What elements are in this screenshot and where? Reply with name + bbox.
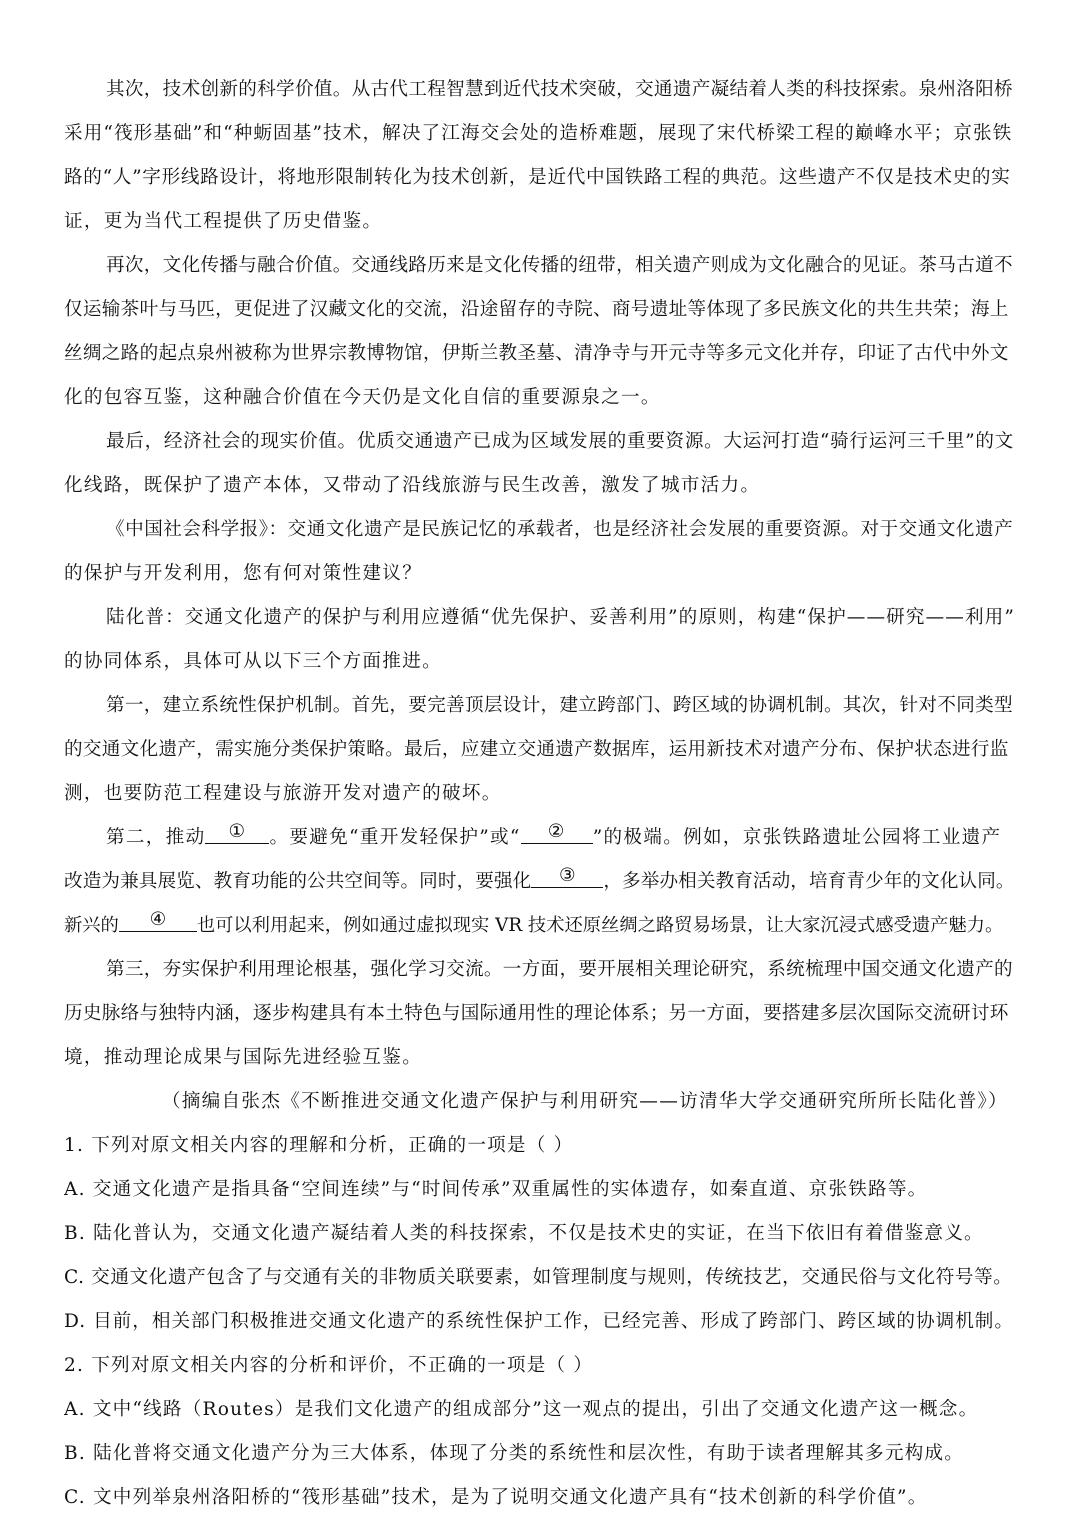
answer-option: A. 文中“线路（Routes）是我们文化遗产的组成部分”这一观点的提出，引出了交通文化遗产这一概念。 — [64, 1399, 979, 1420]
text-segment: ，多举办相关教育活动，培育青少年的文化认同。 — [603, 871, 1015, 892]
paragraph-third-line: 历史脉络与独特内涵，逐步构建具有本土特色与国际通用性的理论体系；另一方面，要搭建多层次国际交流研讨环 — [64, 1003, 1009, 1024]
paragraph-tech-line: 其次，技术创新的科学价值。从古代工程智慧到近代技术突破，交通遗产凝结着人类的科技探索。泉州洛阳桥 — [106, 79, 1013, 100]
paragraph-first-line: 第一，建立系统性保护机制。首先，要完善顶层设计，建立跨部门、跨区域的协调机制。其次，针对不同类型 — [106, 695, 1013, 716]
answer-option: C. 交通文化遗产包含了与交通有关的非物质关联要素，如管理制度与规则，传统技艺，交通民俗与文化符号等。 — [64, 1267, 1013, 1288]
text-segment: 。要避免“重开发轻保护”或“ — [269, 827, 521, 848]
paragraph-second-line — [64, 904, 1016, 948]
paragraph-culture-line: 丝绸之路的起点泉州被称为世界宗教博物馆，伊斯兰教圣墓、清净寺与开元寺等多元文化并存，印证了古代中外文 — [64, 343, 1009, 364]
paragraph-economy-line: 最后，经济社会的现实价值。优质交通遗产已成为区域发展的重要资源。大运河打造“骑行运河三千里”的文 — [106, 431, 1014, 452]
source-citation: （摘编自张杰《不断推进交通文化遗产保护与利用研究——访清华大学交通研究所所长陆化普》） — [161, 1091, 1008, 1112]
text-segment: 第二，推动 — [106, 827, 206, 848]
question-stem: 2. 下列对原文相关内容的分析和评价，不正确的一项是（ ） — [64, 1355, 594, 1376]
paragraph-third-line: 第三，夯实保护利用理论根基，强化学习交流。一方面，要开展相关理论研究，系统梳理中国交通文化遗产的 — [106, 959, 1013, 980]
interview-answer-line: 的协同体系，具体可从以下三个方面推进。 — [64, 651, 442, 672]
answer-option: B. 陆化普认为，交通文化遗产凝结着人类的科技探索，不仅是技术史的实证，在当下依旧有着借鉴意义。 — [64, 1223, 984, 1244]
paragraph-culture-line: 仅运输茶叶与马匹，更促进了汉藏文化的交流，沿途留存的寺院、商号遗址等体现了多民族文化的共生共荣；海上 — [64, 299, 1009, 320]
interview-answer-line: 陆化普：交通文化遗产的保护与利用应遵循“优先保护、妥善利用”的原则，构建“保护——研究——利用” — [106, 607, 1015, 628]
text-segment: 改造为兼具展览、教育功能的公共空间等。同时，要强化 — [64, 871, 532, 892]
text-segment: 新兴的 — [64, 915, 119, 936]
paragraph-culture-line: 化的包容互鉴，这种融合价值在今天仍是文化自信的重要源泉之一。 — [64, 387, 661, 408]
answer-option: B. 陆化普将交通文化遗产分为三大体系，体现了分类的系统性和层次性，有助于读者理解其多元构成。 — [64, 1443, 965, 1464]
fill-blank-2: ② — [521, 821, 593, 844]
text-segment: 也可以利用起来，例如通过虚拟现实 VR 技术还原丝绸之路贸易场景，让大家沉浸式感受遗产魅力。 — [196, 915, 1004, 936]
answer-option: D. 目前，相关部门积极推进交通文化遗产的系统性保护工作，已经完善、形成了跨部门、跨区域的协调机制。 — [64, 1311, 1014, 1332]
paragraph-second-line — [64, 816, 1016, 860]
paragraph-first-line: 的交通文化遗产，需实施分类保护策略。最后，应建立交通遗产数据库，运用新技术对遗产分布、保护状态进行监 — [64, 739, 1009, 760]
interview-question-line: 《中国社会科学报》：交通文化遗产是民族记忆的承载者，也是经济社会发展的重要资源。对于交通文化遗产 — [106, 519, 1014, 540]
interview-question-line: 的保护与开发利用，您有何对策性建议？ — [64, 563, 423, 584]
question-stem: 1. 下列对原文相关内容的理解和分析，正确的一项是（ ） — [64, 1135, 574, 1156]
paragraph-first-line: 测，也要防范工程建设与旅游开发对遗产的破坏。 — [64, 783, 502, 804]
answer-option: A. 交通文化遗产是指具备“空间连续”与“时间传承”双重属性的实体遗存，如秦直道、京张铁路等。 — [64, 1179, 928, 1200]
text-segment: ”的极端。例如，京张铁路遗址公园将工业遗产 — [592, 827, 1002, 848]
paragraph-third-line: 境，推动理论成果与国际先进经验互鉴。 — [64, 1047, 423, 1068]
paragraph-economy-line: 化线路，既保护了遗产本体，又带动了沿线旅游与民生改善，激发了城市活力。 — [64, 475, 761, 496]
paragraph-culture-line: 再次，文化传播与融合价值。交通线路历来是文化传播的纽带，相关遗产则成为文化融合的见证。茶马古道不 — [106, 255, 1013, 276]
paragraph-tech-line: 证，更为当代工程提供了历史借鉴。 — [64, 211, 383, 232]
paragraph-tech-line: 采用“筏形基础”和“种蛎固基”技术，解决了江海交会处的造桥难题，展现了宋代桥梁工程的巅峰水平；京张铁 — [64, 123, 1013, 144]
fill-blank-4: ④ — [119, 909, 197, 932]
fill-blank-3: ③ — [531, 865, 603, 888]
paragraph-tech-line: 路的“人”字形线路设计，将地形限制转化为技术创新，是近代中国铁路工程的典范。这些遗产不仅是技术史的实 — [64, 167, 1011, 188]
fill-blank-1: ① — [205, 821, 269, 844]
answer-option: C. 文中列举泉州洛阳桥的“筏形基础”技术，是为了说明交通文化遗产具有“技术创新的科学价值”。 — [64, 1487, 928, 1508]
paragraph-second-line — [64, 860, 1016, 904]
